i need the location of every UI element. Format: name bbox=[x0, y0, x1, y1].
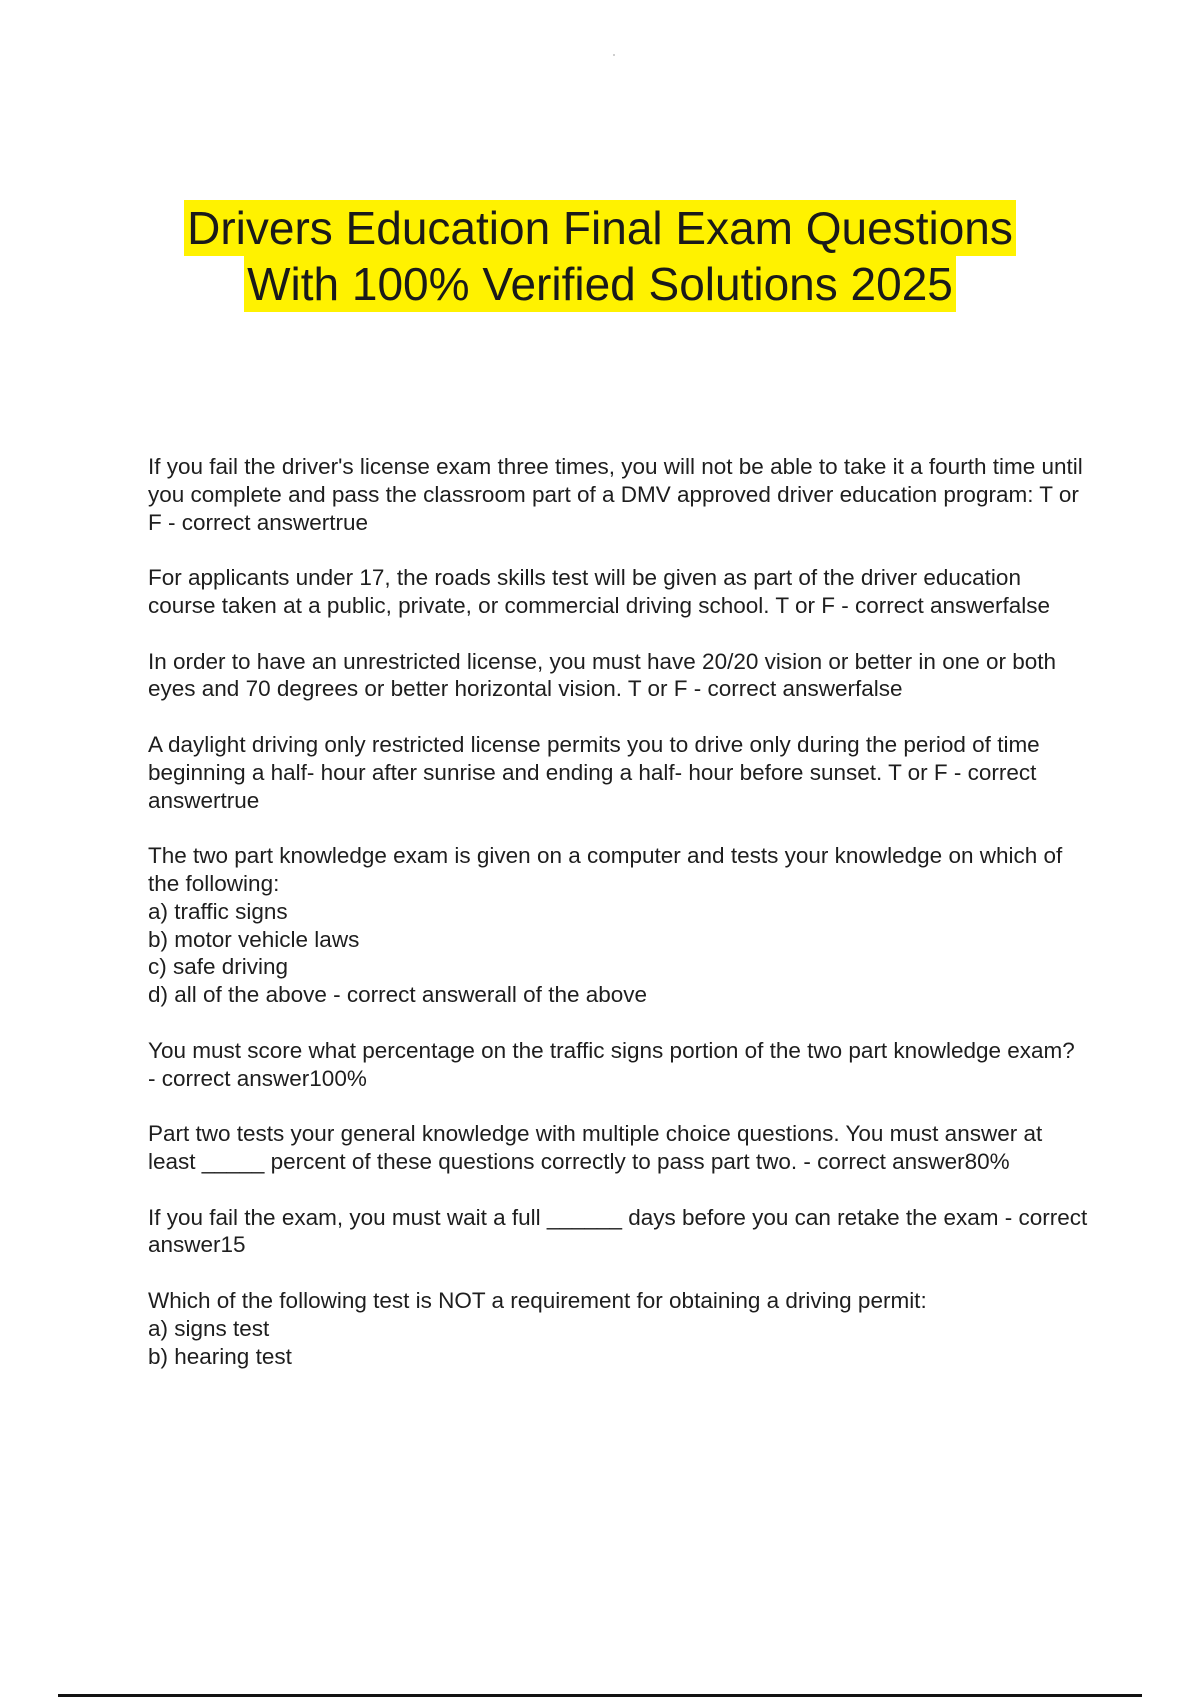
question-item bbox=[148, 1287, 1088, 1370]
page-bottom-divider bbox=[58, 1694, 1142, 1697]
question-item bbox=[148, 1037, 1088, 1093]
question-item bbox=[148, 453, 1088, 536]
answer-option: b) hearing test bbox=[148, 1343, 292, 1369]
title-line-2: With 100% Verified Solutions 2025 bbox=[244, 256, 956, 312]
scan-speck bbox=[613, 54, 615, 56]
answer-option: a) signs test bbox=[148, 1315, 270, 1341]
answer-option: b) motor vehicle laws bbox=[148, 926, 360, 952]
question-text: If you fail the driver's license exam three times, you will not be able to take it a fourth time until you complete and pass the classroom part of a DMV approved driver education program: T or F - correct answertrue bbox=[148, 454, 1083, 535]
question-text: A daylight driving only restricted license permits you to drive only during the period of time beginning a half- hour after sunrise and ending a half- hour before sunset. T or F - correct answertrue bbox=[148, 731, 1040, 813]
question-text: The two part knowledge exam is given on a computer and tests your knowledge on which of the following: bbox=[148, 843, 1063, 896]
question-text: If you fail the exam, you must wait a full ______ days before you can retake the exam - correct answer15 bbox=[148, 1204, 1088, 1258]
question-text: For applicants under 17, the roads skills test will be given as part of the driver education course taken at a public, private, or commercial driving school. T or F - correct answerfalse bbox=[148, 565, 1051, 618]
question-item bbox=[148, 842, 1088, 1009]
title-line-1: Drivers Education Final Exam Questions bbox=[184, 200, 1016, 256]
answer-option: d) all of the above - correct answerall of the above bbox=[148, 982, 648, 1008]
answer-option: a) traffic signs bbox=[148, 898, 288, 924]
question-item bbox=[148, 1204, 1088, 1260]
question-item bbox=[148, 731, 1088, 814]
question-text: Which of the following test is NOT a requirement for obtaining a driving permit: bbox=[148, 1287, 927, 1313]
question-item bbox=[148, 648, 1088, 704]
document-title bbox=[0, 200, 1200, 312]
question-item bbox=[148, 564, 1088, 620]
question-list bbox=[148, 453, 1088, 1398]
answer-option: c) safe driving bbox=[148, 954, 289, 980]
question-text: Part two tests your general knowledge with multiple choice questions. You must answer at least _____ percent of these questions correctly to pass part two. - correct answer80% bbox=[148, 1121, 1043, 1174]
question-text: You must score what percentage on the traffic signs portion of the two part knowledge exam? - correct answer100% bbox=[148, 1037, 1075, 1091]
question-text: In order to have an unrestricted license, you must have 20/20 vision or better in one or both eyes and 70 degrees or better horizontal vision. T or F - correct answerfalse bbox=[148, 648, 1057, 702]
question-item bbox=[148, 1120, 1088, 1176]
